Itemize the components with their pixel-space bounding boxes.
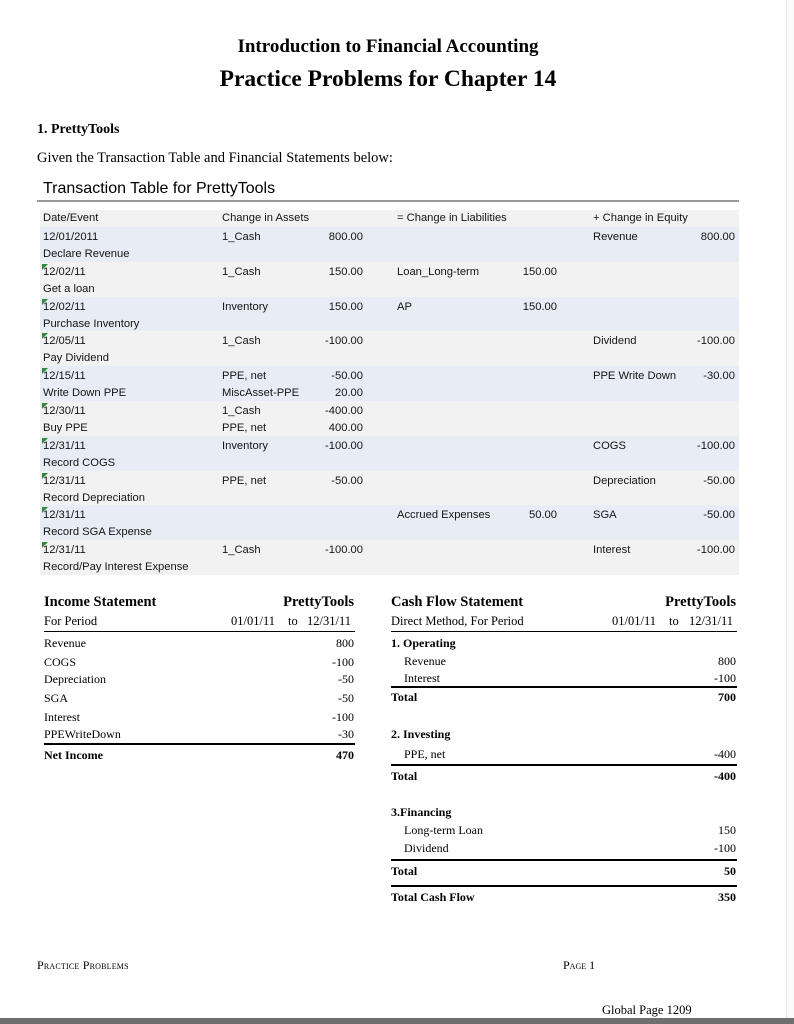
- equity-amount: 800.00: [700, 231, 735, 243]
- asset-account: 1_Cash: [222, 265, 261, 278]
- row-date: 12/02/11: [43, 300, 86, 313]
- asset-amount: -100.00: [325, 544, 363, 557]
- column-header-date-event: Date/Event: [43, 212, 99, 224]
- asset-account: 1_Cash: [222, 405, 261, 417]
- equity-amount: -100.00: [697, 439, 735, 452]
- financing-heading: 3.Financing: [391, 805, 452, 819]
- income-item-value: -50: [338, 672, 354, 686]
- row-date: 12/30/11: [43, 405, 86, 417]
- income-statement-period-to-word: to: [288, 614, 298, 628]
- net-income-value: 470: [336, 748, 354, 762]
- row-event: Pay Dividend: [43, 352, 109, 365]
- equity-amount: -30.00: [703, 370, 735, 383]
- financing-item-value: 150: [718, 823, 736, 837]
- income-item-value: 800: [336, 636, 354, 650]
- income-statement-period-from: 01/01/11: [231, 614, 275, 628]
- operating-total-rule: [391, 686, 737, 688]
- liability-amount: 50.00: [529, 509, 557, 522]
- income-item-label: COGS: [44, 655, 77, 669]
- equity-account: Revenue: [593, 231, 638, 243]
- row-event: Record/Pay Interest Expense: [43, 561, 189, 574]
- financing-item-value: -100: [714, 841, 736, 855]
- cash-flow-period-to-word: to: [669, 614, 679, 628]
- equity-amount: -50.00: [703, 474, 735, 487]
- asset-amount: -400.00: [325, 405, 363, 417]
- chapter-title: Practice Problems for Chapter 14: [219, 66, 557, 92]
- asset-account: PPE, net: [222, 422, 267, 434]
- asset-account: Inventory: [222, 439, 269, 452]
- row-event: Write Down PPE: [43, 387, 127, 400]
- operating-item-label: Interest: [404, 671, 440, 685]
- bottom-scroll-bar[interactable]: [0, 1018, 794, 1024]
- transaction-table-title: Transaction Table for PrettyTools: [43, 180, 276, 197]
- income-item-value: -100: [332, 710, 354, 724]
- column-header-liabilities: = Change in Liabilities: [397, 212, 507, 224]
- liability-account: Accrued Expenses: [397, 509, 491, 522]
- cash-flow-period-from: 01/01/11: [612, 614, 656, 628]
- total-cash-flow-value: 350: [718, 890, 736, 904]
- table-row: [40, 297, 739, 332]
- investing-total-rule: [391, 764, 737, 766]
- liability-account: Loan_Long-term: [397, 265, 480, 278]
- equity-amount: -50.00: [703, 509, 735, 522]
- row-date: 12/31/11: [43, 509, 86, 522]
- equity-account: COGS: [593, 439, 626, 452]
- equity-account: PPE Write Down: [593, 370, 677, 383]
- asset-amount: -50.00: [331, 370, 363, 383]
- cash-flow-header-rule: [391, 631, 737, 632]
- problem-instruction: Given the Transaction Table and Financial Statements below:: [37, 150, 393, 166]
- cash-flow-title: Cash Flow Statement: [391, 594, 524, 610]
- operating-item-label: Revenue: [404, 654, 446, 668]
- financing-total-label: Total: [391, 864, 418, 878]
- asset-account: 1_Cash: [222, 231, 261, 243]
- page-edge: [786, 0, 794, 1024]
- footer-page-number: Page 1: [563, 958, 596, 972]
- global-page-number: Global Page 1209: [602, 1003, 692, 1017]
- asset-amount: 800.00: [328, 231, 363, 243]
- course-title: Introduction to Financial Accounting: [237, 36, 539, 57]
- cash-flow-company: PrettyTools: [665, 594, 736, 610]
- asset-account: MiscAsset-PPE: [222, 387, 300, 400]
- row-event: Record COGS: [43, 456, 116, 469]
- liability-account: AP: [397, 300, 412, 313]
- equity-account: SGA: [593, 509, 617, 522]
- operating-item-value: -100: [714, 671, 736, 685]
- investing-item-value: -400: [714, 747, 736, 761]
- asset-amount: -50.00: [331, 474, 363, 487]
- asset-amount: -100.00: [325, 439, 363, 452]
- operating-total-label: Total: [391, 690, 418, 704]
- row-date: 12/02/11: [43, 265, 86, 278]
- row-event: Buy PPE: [43, 422, 88, 434]
- investing-heading: 2. Investing: [391, 727, 451, 741]
- investing-total-value: -400: [714, 769, 736, 783]
- row-date: 12/15/11: [43, 370, 86, 383]
- income-statement-total-rule: [44, 743, 355, 745]
- row-event: Declare Revenue: [43, 248, 130, 260]
- income-item-value: -30: [338, 727, 354, 741]
- income-item-label: Revenue: [44, 636, 86, 650]
- row-date: 12/31/11: [43, 544, 86, 557]
- cash-flow-method: Direct Method, For Period: [391, 614, 524, 628]
- row-event: Record Depreciation: [43, 491, 145, 504]
- row-date: 12/31/11: [43, 439, 86, 452]
- liability-amount: 150.00: [522, 265, 557, 278]
- income-statement-period-to: 12/31/11: [307, 614, 351, 628]
- asset-account: PPE, net: [222, 370, 267, 383]
- column-header-assets: Change in Assets: [222, 212, 310, 224]
- table-row: [40, 262, 739, 297]
- investing-total-label: Total: [391, 769, 418, 783]
- asset-account: PPE, net: [222, 474, 267, 487]
- table-row: [40, 401, 739, 436]
- asset-account: 1_Cash: [222, 335, 261, 348]
- row-event: Get a loan: [43, 282, 95, 295]
- asset-amount: -100.00: [325, 335, 363, 348]
- row-event: Record SGA Expense: [43, 526, 152, 539]
- income-item-label: Depreciation: [44, 672, 106, 686]
- financing-item-label: Long-term Loan: [404, 823, 483, 837]
- row-date: 12/05/11: [43, 335, 86, 348]
- asset-amount: 150.00: [328, 265, 363, 278]
- column-header-equity: + Change in Equity: [593, 212, 688, 224]
- liability-amount: 150.00: [522, 300, 557, 313]
- asset-amount: 20.00: [335, 387, 363, 400]
- income-statement-header-rule: [44, 631, 355, 632]
- table-row: [40, 436, 739, 471]
- equity-account: Depreciation: [593, 474, 656, 487]
- total-cash-flow-rule: [391, 885, 737, 887]
- financing-total-value: 50: [724, 864, 736, 878]
- income-statement-period-label: For Period: [44, 614, 98, 628]
- total-cash-flow-label: Total Cash Flow: [391, 890, 475, 904]
- operating-item-value: 800: [718, 654, 736, 668]
- problem-heading: 1. PrettyTools: [37, 122, 120, 137]
- asset-amount: 150.00: [328, 300, 363, 313]
- equity-account: Interest: [593, 544, 631, 557]
- asset-amount: 400.00: [328, 422, 363, 434]
- equity-amount: -100.00: [697, 544, 735, 557]
- footer-section-name: Practice Problems: [37, 958, 129, 972]
- operating-heading: 1. Operating: [391, 636, 456, 650]
- row-date: 12/01/2011: [43, 231, 99, 243]
- cash-flow-period-to: 12/31/11: [689, 614, 733, 628]
- income-item-value: -100: [332, 655, 354, 669]
- asset-account: 1_Cash: [222, 544, 261, 557]
- investing-item-label: PPE, net: [404, 747, 446, 761]
- equity-amount: -100.00: [697, 335, 735, 348]
- row-date: 12/31/11: [43, 474, 86, 487]
- financing-item-label: Dividend: [404, 841, 449, 855]
- income-item-value: -50: [338, 691, 354, 705]
- row-event: Purchase Inventory: [43, 317, 140, 330]
- income-item-label: Interest: [44, 710, 80, 724]
- income-item-label: PPEWriteDown: [44, 727, 121, 741]
- asset-account: Inventory: [222, 300, 269, 313]
- net-income-label: Net Income: [44, 748, 103, 762]
- equity-account: Dividend: [593, 335, 637, 348]
- financing-total-rule: [391, 859, 737, 861]
- income-statement-title: Income Statement: [44, 594, 157, 610]
- income-statement-company: PrettyTools: [283, 594, 354, 610]
- operating-total-value: 700: [718, 690, 736, 704]
- income-item-label: SGA: [44, 691, 69, 705]
